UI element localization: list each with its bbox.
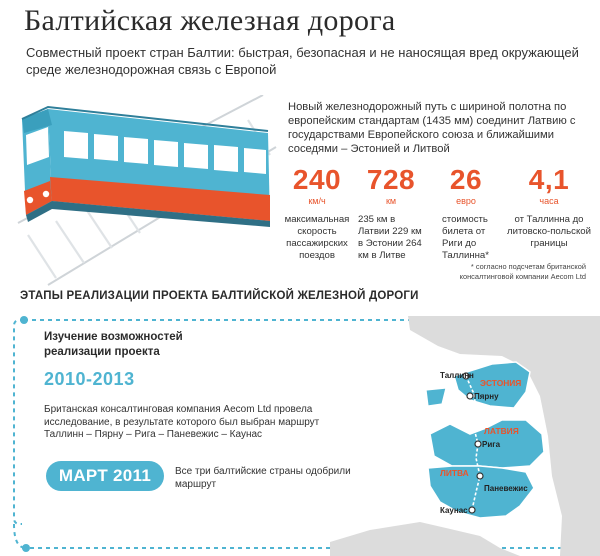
page-title: Балтийская железная дорога (24, 4, 396, 37)
stat-number: 4,1 (528, 164, 570, 195)
stat-description: максимальная скорость пассажирских поездов (284, 214, 350, 261)
stat-length (356, 166, 426, 262)
country-label-latvia: ЛАТВИЯ (484, 426, 519, 436)
stage2-description: Все три балтийские страны одобрили маршрут (175, 466, 351, 490)
city-label-riga: Рига (482, 440, 501, 449)
stat-time (506, 166, 592, 250)
stage1-description: Британская консалтинговая компания Aecom Ltd провела исследование, в результате которого был выбран маршрут Таллинн – Пярну – Рига – Паневежис – Каунас (44, 404, 320, 440)
city-marker-parnu (467, 393, 473, 399)
stat-description: от Таллинна до литовско-польской границы (507, 214, 591, 249)
footnote: * согласно подсчетам британской консалтинговой компании Aecom Ltd (459, 262, 586, 281)
stat-number: 728 (366, 164, 416, 195)
baltic-map (330, 316, 600, 556)
stat-number: 240 (292, 164, 342, 195)
city-marker-panevezys (477, 473, 483, 479)
city-label-panevezys: Паневежис (484, 484, 528, 493)
city-label-kaunas: Каунас (440, 506, 468, 515)
section-title: ЭТАПЫ РЕАЛИЗАЦИИ ПРОЕКТА БАЛТИЙСКОЙ ЖЕЛЕЗНОЙ ДОРОГИ (20, 290, 419, 302)
country-label-lithuania: ЛИТВА (440, 468, 469, 478)
stat-description: 235 км в Латвии 229 км в Эстонии 264 км в Литве (358, 214, 422, 261)
stage1-title: Изучение возможностей реализации проекта (44, 331, 183, 358)
page-subtitle: Совместный проект стран Балтии: быстрая, безопасная и не наносящая вред окружающей среде железнодорожная связь с Европой (26, 45, 579, 77)
stat-unit: км/ч (308, 196, 326, 206)
stat-description: стоимость билета от Риги до Таллинна* (442, 214, 489, 261)
country-label-estonia: ЭСТОНИЯ (480, 378, 522, 388)
stat-price (430, 166, 502, 262)
train-body (22, 107, 270, 227)
stat-unit: часа (539, 196, 559, 206)
stage2-date-badge: МАРТ 2011 (46, 461, 164, 491)
city-label-tallinn: Таллинн (440, 371, 474, 380)
city-marker-kaunas (469, 507, 475, 513)
city-marker-riga (475, 441, 481, 447)
intro-text: Новый железнодорожный путь с шириной полотна по европейским стандартам (1435 мм) соединит Латвию с государствами Европейского союза и ближайшими соседями – Эстонией и Литвой (288, 101, 576, 155)
train-illustration (8, 95, 278, 290)
stat-speed (278, 166, 356, 262)
city-label-parnu: Пярну (474, 392, 499, 401)
stat-number: 26 (449, 164, 483, 195)
stat-unit: евро (456, 196, 476, 206)
stage1-years: 2010-2013 (44, 369, 135, 389)
stat-unit: км (385, 196, 397, 206)
map-estonia-islands (426, 388, 446, 406)
